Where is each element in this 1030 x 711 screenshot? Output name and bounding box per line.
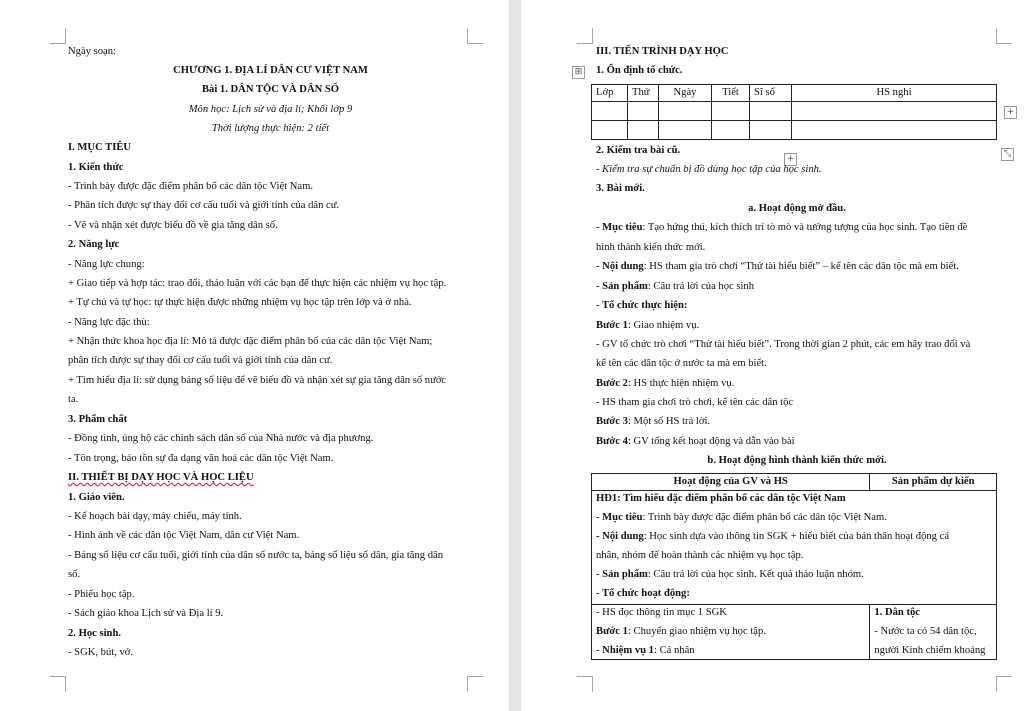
paragraph: kể tên các dân tộc ở nước ta mà em biết.	[596, 358, 767, 369]
paragraph: - Nước ta có 54 dân tộc,	[874, 626, 977, 637]
paragraph: : Cá nhân	[653, 645, 695, 656]
label: - Tổ chức hoạt động:	[596, 588, 690, 599]
table-header-cell: Tiết	[712, 85, 750, 102]
table-header-cell: Ngày	[659, 85, 712, 102]
label: - Nội dung	[596, 531, 644, 542]
crop-mark	[996, 28, 1012, 44]
table-cell[interactable]	[592, 491, 997, 605]
crop-mark	[50, 676, 66, 692]
label: - Nội dung	[596, 261, 644, 272]
paragraph: số.	[68, 569, 81, 580]
paragraph: - Năng lực đặc thù:	[68, 317, 150, 328]
chapter-title: CHƯƠNG 1. ĐỊA LÍ DÂN CƯ VIỆT NAM	[173, 65, 368, 76]
label: - Sản phẩm	[596, 569, 648, 580]
table-cell[interactable]	[712, 121, 750, 140]
duration-line: Thời lượng thực hiện: 2 tiết	[211, 123, 330, 134]
paragraph: - Đồng tình, ủng hộ các chính sách dân số của Nhà nước và địa phương.	[68, 433, 374, 444]
paragraph: : Chuyển giao nhiệm vụ học tập.	[627, 626, 766, 637]
activity-heading: a. Hoạt động mở đầu.	[748, 203, 846, 214]
subsection-heading: 2. Học sinh.	[68, 628, 121, 639]
paragraph: : Giao nhiệm vụ.	[627, 320, 700, 331]
table-cell[interactable]	[659, 102, 712, 121]
paragraph: : HS tham gia trò chơi “Thử tài hiểu biết” – kể tên các dân tộc mà em biết.	[643, 261, 959, 272]
paragraph: nhân, nhóm để hoàn thành các nhiệm vụ học tập.	[596, 550, 804, 561]
table-header-cell: Lớp	[592, 85, 628, 102]
subject-line: Môn học: Lịch sử và địa lí; Khối lớp 9	[188, 104, 353, 115]
table-header-cell: Thứ	[628, 85, 659, 102]
table-row	[592, 605, 997, 660]
label: Bước 1	[596, 320, 628, 331]
section-heading: II. THIẾT BỊ DẠY HỌC VÀ HỌC LIỆU	[68, 472, 254, 483]
paragraph: - HS tham gia chơi trò chơi, kể tên các dân tộc	[596, 397, 794, 408]
crop-mark	[467, 676, 483, 692]
activity-title: HĐ1: Tìm hiểu đặc điểm phân bố các dân tộc Việt Nam	[596, 493, 846, 504]
paragraph: + Nhận thức khoa học địa lí: Mô tả được đặc điểm phân bố của các dân tộc Việt Nam;	[68, 336, 433, 347]
table-row	[592, 121, 997, 140]
date-label: Ngày soạn:	[68, 46, 116, 57]
paragraph: + Tự chủ và tự học: tự thực hiện được những nhiệm vụ học tập trên lớp và ở nhà.	[68, 297, 412, 308]
section-heading: I. MỤC TIÊU	[68, 142, 132, 153]
table-row	[592, 491, 997, 605]
paragraph: + Tìm hiểu địa lí: sử dụng bảng số liệu để vẽ biểu đồ và nhận xét sự gia tăng dân số nước	[68, 375, 447, 386]
document-page-left	[0, 0, 509, 711]
label: Bước 1	[596, 626, 628, 637]
paragraph: : Câu trả lời của học sinh	[647, 281, 755, 292]
paragraph: - HS đọc thông tin mục 1 SGK	[596, 607, 727, 618]
activity-table	[591, 473, 997, 660]
table-cell[interactable]	[792, 102, 997, 121]
paragraph: - Năng lực chung:	[68, 259, 145, 270]
subsection-heading: 3. Phẩm chất	[68, 414, 128, 425]
table-cell[interactable]	[592, 102, 628, 121]
table-cell[interactable]	[750, 121, 792, 140]
table-cell[interactable]	[628, 102, 659, 121]
label: - Mục tiêu	[596, 512, 643, 523]
add-row-icon[interactable]: +	[784, 153, 797, 166]
paragraph: - Sách giáo khoa Lịch sử và Địa lí 9.	[68, 608, 224, 619]
table-cell[interactable]	[592, 605, 870, 660]
paragraph: hình thành kiến thức mới.	[596, 242, 706, 253]
label: - Tổ chức thực hiện:	[596, 300, 688, 311]
table-header-cell: Sĩ số	[750, 85, 792, 102]
table-cell[interactable]	[659, 121, 712, 140]
crop-mark	[577, 28, 593, 44]
table-resize-icon[interactable]: ⤡	[1001, 148, 1014, 161]
subsection-heading: 1. Kiến thức	[68, 162, 124, 173]
table-header-cell: Hoạt động của GV và HS	[592, 474, 870, 491]
subsection-heading: 1. Giáo viên.	[68, 492, 125, 503]
paragraph: ta.	[68, 394, 79, 405]
label: Bước 4	[596, 436, 628, 447]
paragraph: người Kinh chiếm khoảng	[874, 645, 986, 656]
crop-mark	[467, 28, 483, 44]
lesson-title: Bài 1. DÂN TỘC VÀ DÂN SỐ	[201, 84, 340, 95]
paragraph: : GV tổng kết hoạt động và dẫn vào bài	[627, 436, 795, 447]
label: - Nhiệm vụ 1	[596, 645, 654, 656]
subsection-heading: 2. Năng lực	[68, 239, 120, 250]
paragraph: : Tạo hứng thú, kích thích trí tò mò và tưởng tượng của học sinh. Tạo tiền đề	[642, 222, 968, 233]
paragraph: - SGK, bút, vở.	[68, 647, 134, 658]
document-page-right	[521, 0, 1030, 711]
activity-heading: b. Hoạt động hình thành kiến thức mới.	[707, 455, 887, 466]
subsection-heading: 1. Ổn định tổ chức.	[596, 65, 683, 76]
table-header-cell: HS nghỉ	[792, 85, 997, 102]
paragraph: - Vẽ và nhận xét được biểu đồ về gia tăng dân số.	[68, 220, 278, 231]
paragraph: 1. Dân tộc	[874, 607, 920, 618]
paragraph: - Phiếu học tập.	[68, 589, 135, 600]
paragraph: + Giao tiếp và hợp tác: trao đổi, thảo luận với các bạn để thực hiện các nhiệm vụ học tập.	[68, 278, 447, 289]
class-attendance-table	[591, 84, 997, 140]
crop-mark	[996, 676, 1012, 692]
table-cell[interactable]	[870, 605, 997, 660]
paragraph: - Phân tích được sự thay đổi cơ cấu tuổi và giới tính của dân cư.	[68, 200, 340, 211]
page-gap	[509, 0, 521, 711]
table-cell[interactable]	[628, 121, 659, 140]
table-header-row	[592, 85, 997, 102]
paragraph: - GV tổ chức trò chơi “Thử tài hiểu biết”. Trong thời gian 2 phút, các em hãy trao đổi và	[596, 339, 971, 350]
paragraph: - Bảng số liệu cơ cấu tuổi, giới tính của dân số nước ta, bảng số liệu số dân, gia tăng dân	[68, 550, 444, 561]
crop-mark	[50, 28, 66, 44]
section-heading: III. TIẾN TRÌNH DẠY HỌC	[596, 46, 729, 57]
label: - Mục tiêu	[596, 222, 643, 233]
subsection-heading: 3. Bài mới.	[596, 183, 645, 194]
paragraph: : HS thực hiện nhiệm vụ.	[627, 378, 735, 389]
table-row	[592, 102, 997, 121]
crop-mark	[577, 676, 593, 692]
paragraph: - Kiểm tra sự chuẩn bị đồ dùng học tập của học sinh.	[596, 164, 822, 175]
paragraph: - Kế hoạch bài dạy, máy chiếu, máy tính.	[68, 511, 242, 522]
paragraph: - Trình bày được đặc điểm phân bố các dân tộc Việt Nam.	[68, 181, 313, 192]
table-cell[interactable]	[792, 121, 997, 140]
paragraph: : Học sinh dựa vào thông tin SGK + hiểu biết của bản thân hoạt động cá	[643, 531, 950, 542]
paragraph: : Câu trả lời của học sinh. Kết quả thảo luận nhóm.	[647, 569, 864, 580]
table-cell[interactable]	[750, 102, 792, 121]
table-header-cell: Sản phẩm dự kiến	[870, 474, 997, 491]
paragraph: : Trình bày được đặc điểm phân bố các dân tộc Việt Nam.	[642, 512, 887, 523]
table-cell[interactable]	[592, 121, 628, 140]
table-move-handle-icon[interactable]: ⊞	[572, 66, 585, 79]
paragraph: : Một số HS trả lời.	[627, 416, 711, 427]
add-column-icon[interactable]: +	[1004, 106, 1017, 119]
label: - Sản phẩm	[596, 281, 648, 292]
paragraph: - Tôn trọng, bảo tồn sự đa dạng văn hoá các dân tộc Việt Nam.	[68, 453, 334, 464]
label: Bước 2	[596, 378, 628, 389]
subsection-heading: 2. Kiểm tra bài cũ.	[596, 145, 681, 156]
label: Bước 3	[596, 416, 628, 427]
paragraph: phân tích được sự thay đổi cơ cấu tuổi và giới tính của dân cư.	[68, 355, 333, 366]
table-header-row	[592, 474, 997, 491]
table-cell[interactable]	[712, 102, 750, 121]
paragraph: - Hình ảnh về các dân tộc Việt Nam, dân cư Việt Nam.	[68, 530, 300, 541]
